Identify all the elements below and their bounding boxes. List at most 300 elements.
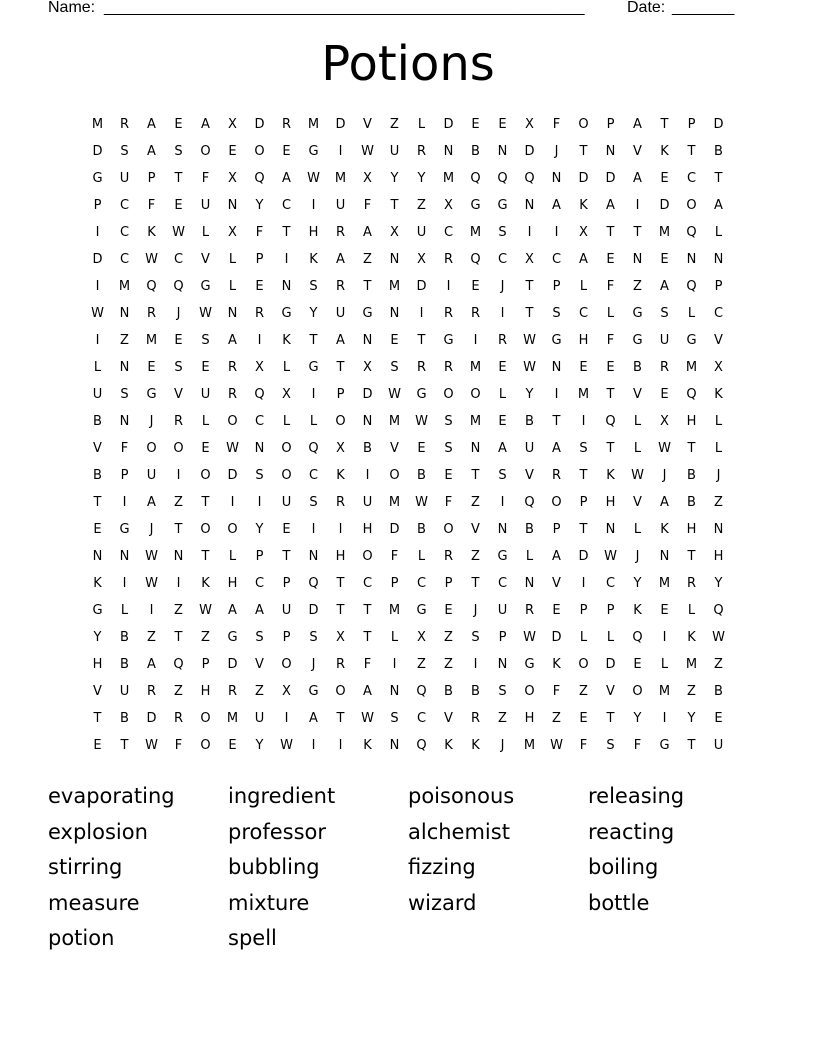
word-list-item: evaporating — [48, 784, 175, 808]
grid-letter: T — [336, 603, 345, 618]
grid-letter: L — [714, 225, 723, 240]
word-list-item: bottle — [588, 890, 650, 915]
grid-letter: C — [254, 576, 265, 591]
grid-letter: Y — [417, 171, 426, 186]
grid-letter: S — [498, 468, 507, 483]
grid-letter: W — [145, 549, 158, 564]
grid-letter: O — [200, 144, 211, 159]
grid-letter: S — [174, 360, 183, 375]
grid-letter: N — [551, 171, 562, 186]
grid-letter: S — [255, 468, 264, 483]
grid-row — [84, 599, 732, 626]
grid-letter: R — [173, 711, 184, 726]
grid-letter: G — [92, 171, 103, 186]
grid-letter: E — [633, 657, 642, 672]
grid-letter: M — [523, 738, 536, 753]
grid-letter: G — [308, 360, 319, 375]
grid-letter: U — [524, 441, 535, 456]
grid-letter: Y — [714, 576, 723, 591]
grid-letter: L — [714, 441, 723, 456]
grid-letter: P — [552, 522, 561, 537]
grid-letter: S — [552, 306, 561, 321]
grid-letter: H — [686, 414, 697, 429]
grid-letter: Z — [363, 252, 372, 267]
grid-letter: Y — [633, 576, 642, 591]
grid-letter: N — [686, 252, 697, 267]
grid-letter: E — [471, 117, 480, 132]
grid-letter: G — [686, 333, 697, 348]
word-list-item: measure — [48, 890, 140, 915]
grid-letter: E — [498, 117, 507, 132]
grid-letter: O — [200, 468, 211, 483]
grid-letter: D — [578, 171, 589, 186]
grid-letter: A — [606, 198, 615, 213]
grid-letter: P — [255, 252, 264, 267]
grid-letter: H — [686, 522, 697, 537]
word-list-item: potion — [48, 926, 115, 951]
grid-letter: P — [336, 387, 345, 402]
grid-letter: A — [660, 279, 669, 294]
grid-letter: X — [525, 117, 534, 132]
grid-letter: W — [415, 495, 428, 510]
grid-letter: P — [201, 657, 210, 672]
grid-letter: U — [119, 171, 130, 186]
grid-letter: P — [390, 576, 399, 591]
grid-letter: T — [687, 144, 696, 159]
grid-letter: V — [633, 495, 642, 510]
grid-letter: V — [606, 684, 615, 699]
grid-letter: L — [606, 630, 615, 645]
grid-letter: S — [579, 441, 588, 456]
grid-letter: U — [254, 711, 265, 726]
grid-letter: J — [311, 657, 316, 672]
grid-letter: Z — [633, 279, 642, 294]
grid-letter: C — [605, 576, 616, 591]
grid-letter: U — [200, 198, 211, 213]
grid-letter: E — [444, 603, 453, 618]
grid-letter: H — [605, 495, 616, 510]
word-list-item: releasing — [588, 784, 685, 808]
grid-letter: V — [363, 117, 372, 132]
grid-letter: R — [443, 306, 454, 321]
grid-letter: Z — [714, 657, 723, 672]
grid-letter: E — [606, 360, 615, 375]
grid-letter: S — [444, 414, 453, 429]
grid-letter: Z — [147, 630, 156, 645]
grid-letter: R — [470, 306, 481, 321]
grid-letter: C — [173, 252, 184, 267]
grid-letter: W — [631, 468, 644, 483]
grid-letter: K — [660, 144, 669, 159]
grid-letter: T — [417, 333, 426, 348]
grid-letter: X — [228, 225, 237, 240]
grid-letter: N — [443, 144, 454, 159]
grid-letter: O — [524, 684, 535, 699]
word-list-item: wizard — [408, 890, 477, 915]
grid-letter: C — [254, 414, 265, 429]
grid-letter: A — [255, 603, 264, 618]
grid-row — [84, 275, 732, 302]
grid-letter: T — [174, 522, 183, 537]
grid-letter: W — [658, 441, 671, 456]
grid-letter: W — [361, 144, 374, 159]
grid-letter: T — [201, 549, 210, 564]
word-list-item: ingredient — [228, 784, 336, 808]
grid-letter: K — [201, 576, 210, 591]
grid-letter: R — [416, 360, 427, 375]
grid-row — [84, 194, 732, 221]
grid-letter: X — [525, 252, 534, 267]
grid-letter: Y — [687, 711, 696, 726]
grid-letter: A — [552, 441, 561, 456]
grid-letter: A — [147, 117, 156, 132]
grid-letter: I — [230, 495, 235, 510]
grid-letter: N — [389, 684, 400, 699]
grid-letter: A — [147, 495, 156, 510]
grid-letter: I — [311, 522, 316, 537]
grid-letter: V — [714, 333, 723, 348]
grid-letter: O — [200, 738, 211, 753]
grid-letter: S — [201, 333, 210, 348]
grid-letter: A — [228, 333, 237, 348]
grid-letter: G — [92, 603, 103, 618]
grid-letter: E — [282, 144, 291, 159]
grid-letter: G — [443, 333, 454, 348]
grid-letter: H — [92, 657, 103, 672]
grid-letter: X — [255, 360, 264, 375]
grid-row — [84, 491, 732, 518]
grid-letter: A — [552, 549, 561, 564]
grid-letter: O — [443, 387, 454, 402]
grid-letter: I — [527, 225, 532, 240]
grid-letter: N — [227, 306, 238, 321]
grid-letter: F — [606, 279, 615, 294]
grid-letter: C — [578, 306, 589, 321]
grid-letter: P — [282, 576, 291, 591]
grid-letter: R — [119, 117, 130, 132]
grid-letter: M — [685, 657, 698, 672]
grid-letter: N — [281, 279, 292, 294]
grid-row — [84, 680, 732, 707]
grid-letter: T — [687, 549, 696, 564]
grid-letter: T — [363, 630, 372, 645]
grid-letter: M — [388, 414, 401, 429]
grid-letter: N — [362, 333, 373, 348]
grid-letter: Q — [173, 279, 184, 294]
grid-letter: W — [523, 360, 536, 375]
grid-letter: U — [281, 603, 292, 618]
grid-letter: B — [417, 468, 426, 483]
grid-letter: L — [201, 414, 210, 429]
grid-letter: N — [119, 414, 130, 429]
grid-letter: T — [606, 711, 615, 726]
grid-letter: C — [416, 711, 427, 726]
grid-letter: Z — [120, 333, 129, 348]
grid-letter: M — [388, 279, 401, 294]
grid-letter: D — [659, 198, 670, 213]
grid-letter: G — [659, 738, 670, 753]
grid-letter: K — [606, 468, 615, 483]
grid-letter: L — [417, 117, 426, 132]
grid-letter: S — [309, 495, 318, 510]
grid-letter: F — [363, 657, 372, 672]
grid-letter: Z — [687, 684, 696, 699]
grid-letter: P — [714, 279, 723, 294]
grid-letter: O — [335, 684, 346, 699]
grid-row — [84, 518, 732, 545]
grid-letter: H — [524, 711, 535, 726]
grid-letter: M — [226, 711, 239, 726]
grid-letter: U — [362, 495, 373, 510]
grid-letter: D — [578, 549, 589, 564]
grid-letter: F — [147, 198, 156, 213]
grid-letter: O — [227, 522, 238, 537]
grid-letter: I — [554, 387, 559, 402]
grid-letter: R — [443, 252, 454, 267]
grid-letter: O — [173, 441, 184, 456]
grid-letter: Z — [552, 711, 561, 726]
grid-letter: U — [200, 387, 211, 402]
grid-letter: T — [282, 549, 291, 564]
grid-letter: E — [201, 441, 210, 456]
grid-letter: A — [147, 144, 156, 159]
grid-letter: J — [500, 738, 505, 753]
grid-letter: L — [390, 630, 399, 645]
grid-letter: L — [228, 279, 237, 294]
grid-letter: N — [389, 306, 400, 321]
grid-row — [84, 653, 732, 680]
grid-letter: E — [606, 252, 615, 267]
grid-letter: D — [389, 522, 400, 537]
grid-letter: T — [471, 468, 480, 483]
grid-letter: O — [470, 387, 481, 402]
grid-letter: P — [282, 630, 291, 645]
word-list-item: professor — [228, 819, 327, 844]
grid-letter: C — [308, 468, 319, 483]
grid-letter: E — [174, 198, 183, 213]
grid-letter: I — [500, 306, 505, 321]
grid-letter: G — [308, 144, 319, 159]
grid-letter: W — [712, 630, 725, 645]
grid-letter: L — [120, 603, 129, 618]
grid-letter: I — [311, 198, 316, 213]
grid-letter: X — [660, 414, 669, 429]
name-field-line: ______________________________________________________ — [104, 0, 585, 16]
grid-letter: J — [473, 603, 478, 618]
grid-letter: Q — [254, 387, 265, 402]
grid-letter: X — [363, 171, 372, 186]
grid-letter: K — [93, 576, 102, 591]
grid-letter: B — [471, 144, 480, 159]
grid-letter: W — [361, 711, 374, 726]
grid-letter: L — [633, 414, 642, 429]
grid-letter: D — [335, 117, 346, 132]
grid-letter: G — [119, 522, 130, 537]
grid-letter: D — [551, 630, 562, 645]
grid-letter: U — [659, 333, 670, 348]
grid-letter: Q — [524, 495, 535, 510]
grid-letter: V — [390, 441, 399, 456]
grid-letter: E — [93, 522, 102, 537]
grid-letter: C — [119, 225, 130, 240]
grid-letter: X — [363, 360, 372, 375]
grid-letter: N — [227, 198, 238, 213]
grid-letter: S — [120, 387, 129, 402]
grid-letter: U — [146, 468, 157, 483]
grid-letter: F — [201, 171, 210, 186]
grid-letter: H — [335, 549, 346, 564]
grid-letter: M — [91, 117, 104, 132]
grid-letter: Q — [308, 441, 319, 456]
grid-letter: N — [254, 441, 265, 456]
grid-letter: T — [174, 630, 183, 645]
grid-letter: D — [254, 117, 265, 132]
grid-letter: K — [714, 387, 723, 402]
grid-letter: J — [635, 549, 640, 564]
grid-letter: G — [416, 603, 427, 618]
grid-letter: N — [389, 252, 400, 267]
grid-letter: O — [200, 711, 211, 726]
grid-letter: W — [226, 441, 239, 456]
grid-letter: F — [552, 117, 561, 132]
grid-letter: T — [336, 711, 345, 726]
grid-letter: M — [442, 171, 455, 186]
grid-letter: V — [552, 576, 561, 591]
grid-letter: D — [92, 144, 103, 159]
grid-letter: A — [363, 225, 372, 240]
grid-letter: B — [93, 468, 102, 483]
grid-letter: L — [228, 549, 237, 564]
grid-letter: M — [685, 360, 698, 375]
grid-letter: B — [93, 414, 102, 429]
grid-letter: I — [419, 306, 424, 321]
grid-letter: Q — [470, 171, 481, 186]
grid-letter: E — [201, 360, 210, 375]
grid-letter: Q — [470, 252, 481, 267]
grid-letter: T — [201, 495, 210, 510]
grid-letter: X — [417, 252, 426, 267]
grid-letter: I — [662, 630, 667, 645]
grid-letter: G — [470, 198, 481, 213]
grid-letter: V — [471, 522, 480, 537]
grid-letter: N — [524, 198, 535, 213]
grid-letter: S — [255, 630, 264, 645]
grid-letter: X — [282, 387, 291, 402]
grid-letter: A — [714, 198, 723, 213]
grid-letter: W — [604, 549, 617, 564]
grid-letter: F — [363, 198, 372, 213]
grid-letter: Z — [417, 657, 426, 672]
grid-letter: L — [417, 549, 426, 564]
grid-letter: G — [551, 333, 562, 348]
date-label: Date: — [627, 0, 666, 16]
grid-letter: R — [551, 468, 562, 483]
word-list-item: explosion — [48, 819, 148, 844]
grid-letter: J — [716, 468, 721, 483]
grid-letter: T — [687, 441, 696, 456]
grid-letter: O — [578, 117, 589, 132]
grid-letter: A — [552, 198, 561, 213]
grid-letter: R — [443, 360, 454, 375]
grid-letter: M — [577, 387, 590, 402]
grid-letter: X — [390, 225, 399, 240]
grid-letter: V — [633, 144, 642, 159]
grid-letter: G — [632, 306, 643, 321]
grid-letter: S — [309, 279, 318, 294]
grid-letter: J — [500, 279, 505, 294]
grid-letter: I — [257, 495, 262, 510]
grid-letter: J — [554, 144, 559, 159]
grid-row — [84, 167, 732, 194]
grid-letter: L — [282, 414, 291, 429]
grid-letter: I — [473, 333, 478, 348]
grid-letter: N — [119, 360, 130, 375]
grid-letter: T — [120, 738, 129, 753]
grid-letter: I — [95, 279, 100, 294]
grid-letter: A — [201, 117, 210, 132]
grid-letter: X — [228, 117, 237, 132]
grid-letter: W — [145, 252, 158, 267]
word-list-item: stirring — [48, 855, 123, 880]
grid-row — [84, 734, 732, 761]
grid-letter: P — [552, 279, 561, 294]
grid-letter: I — [257, 333, 262, 348]
grid-letter: W — [145, 738, 158, 753]
grid-letter: A — [147, 657, 156, 672]
grid-letter: Y — [255, 738, 264, 753]
grid-letter: Z — [444, 657, 453, 672]
grid-letter: S — [309, 630, 318, 645]
grid-letter: S — [444, 441, 453, 456]
grid-letter: R — [443, 549, 454, 564]
grid-letter: O — [146, 441, 157, 456]
grid-row — [84, 410, 732, 437]
grid-letter: O — [578, 657, 589, 672]
grid-letter: N — [119, 549, 130, 564]
grid-letter: V — [93, 684, 102, 699]
word-list-item: poisonous — [408, 784, 515, 808]
grid-letter: C — [281, 198, 292, 213]
grid-letter: N — [713, 252, 724, 267]
grid-letter: N — [524, 576, 535, 591]
grid-letter: P — [498, 630, 507, 645]
grid-letter: K — [147, 225, 156, 240]
grid-letter: V — [174, 387, 183, 402]
grid-letter: L — [93, 360, 102, 375]
grid-row — [84, 545, 732, 572]
grid-letter: T — [525, 279, 534, 294]
grid-letter: Z — [390, 117, 399, 132]
grid-letter: P — [579, 603, 588, 618]
grid-row — [84, 329, 732, 356]
grid-letter: R — [146, 684, 157, 699]
grid-letter: E — [174, 117, 183, 132]
grid-letter: U — [92, 387, 103, 402]
grid-letter: G — [497, 549, 508, 564]
grid-letter: M — [118, 279, 131, 294]
grid-letter: O — [281, 441, 292, 456]
grid-letter: B — [417, 522, 426, 537]
grid-letter: E — [228, 738, 237, 753]
grid-letter: K — [363, 738, 372, 753]
grid-letter: I — [365, 468, 370, 483]
grid-letter: R — [335, 279, 346, 294]
grid-letter: E — [147, 360, 156, 375]
grid-letter: J — [662, 468, 667, 483]
grid-letter: X — [444, 198, 453, 213]
grid-letter: A — [498, 441, 507, 456]
grid-letter: R — [227, 387, 238, 402]
